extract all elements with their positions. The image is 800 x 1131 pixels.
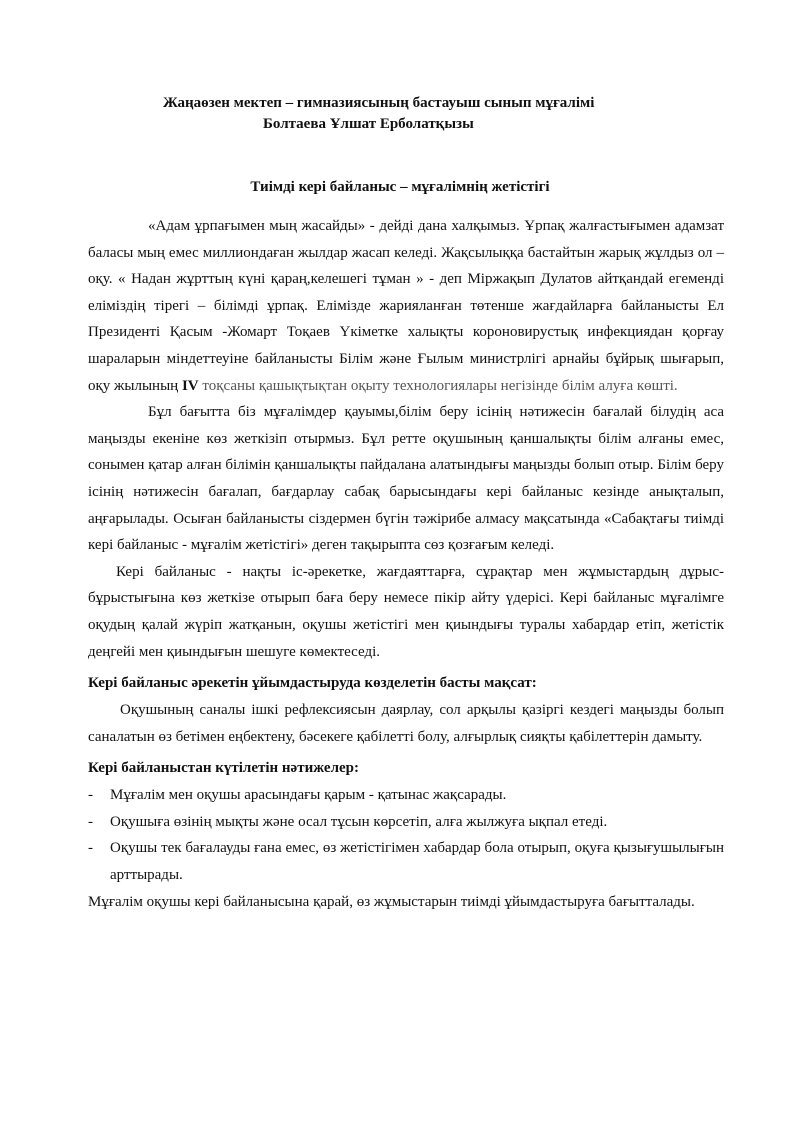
list-dash: - <box>88 813 93 830</box>
results-list <box>88 782 724 888</box>
list-item <box>88 835 724 888</box>
list-item-text: Оқушыға өзінің мықты және осал тұсын көрсетіп, алға жылжуға ықпал етеді. <box>110 813 608 830</box>
document-body <box>88 213 724 915</box>
paragraph-goal: Оқушының саналы ішкі рефлексиясын даярлау, сол арқылы қазіргі кездегі маңызды болып саналатын өз бетімен еңбектену, бәсекеге қабілетті болу, алғырлық сияқты қабілеттерін дамыту. <box>88 702 724 745</box>
list-item-text: Мұғалім мен оқушы арасындағы қарым - қатынас жақсарады. <box>110 787 507 804</box>
author-name: Болтаева Ұлшат Ерболатқызы <box>263 116 474 132</box>
list-dash: - <box>88 787 93 804</box>
heading-results: Кері байланыстан күтілетін нәтижелер: <box>88 760 359 777</box>
paragraph-intro <box>88 213 724 399</box>
quarter-numeral: IV <box>181 377 199 394</box>
list-dash: - <box>88 840 93 857</box>
paragraph-intro-tail: тоқсаны қашықтықтан оқыту технологиялары негізінде білім алуға көшті. <box>198 377 678 394</box>
paragraph-intro-main: «Адам ұрпағымен мың жасайды» - дейді дана халқымыз. Ұрпақ жалғастығымен адамзат баласы мың емес миллиондаған жылдар жасап келеді. Жақсылыққа бастайтын жарық жұлдыз ол – оқу. « Надан жұрттың күні қараң,келешегі тұман » - деп Міржақып Дулатов айтқандай егеменді еліміздің тірегі – білімді ұрпақ. Елімізде жарияланған төтенше жағдайларға байланысты Ел Президенті Қасым -Жомарт Тоқаев Үкіметке халықты короновирустық инфекциядан қорғау шараларын міндеттеуіне байланысты Білім және Ғылым министрлігі арнайы бұйрық шығарып, оқу жылының <box>88 218 724 394</box>
document-title: Тиімді кері байланыс – мұғалімнің жетістігі <box>250 179 550 195</box>
list-item <box>88 809 724 836</box>
paragraph-conclusion: Мұғалім оқушы кері байланысына қарай, өз жұмыстарын тиімді ұйымдастыруға бағытталады. <box>88 893 695 910</box>
author-affiliation: Жаңаөзен мектеп – гимназиясының бастауыш сынып мұғалімі <box>163 95 595 111</box>
heading-goal: Кері байланыс әрекетін ұйымдастыруда көзделетін басты мақсат: <box>88 675 537 692</box>
paragraph-assessment: Бұл бағытта біз мұғалімдер қауымы,білім беру ісінің нәтижесін бағалай білудің аса маңызды екеніне көз жеткізіп отырмыз. Бұл ретте оқушының қаншалықты білім алғаны емес, сонымен қатар алған білімін қаншалықты пайдалана алатындығы маңызды болып отыр. Білім беру ісінің нәтижесін бағалап, бағдарлау сабақ барысындағы кері байланыс кезінде анықталып, аңғарылады. Осыған байланысты сіздермен бүгін тәжірибе алмасу мақсатында «Сабақтағы тиімді кері байланыс - мұғалім жетістігі» деген тақырыпта сөз қозғағым келеді. <box>88 404 724 554</box>
paragraph-feedback-definition: Кері байланыс - нақты іс-әрекетке, жағдаяттарға, сұрақтар мен жұмыстардың дұрыс-бұрыстығына көз жеткізе отырып баға беру немесе пікір айту үдерісі. Кері байланыс мұғалімге оқудың қалай жүріп жатқанын, оқушы жетістігі мен қиындығы туралы хабардар етіп, жетістік деңгейі мен қиындығын шешуге көмектеседі. <box>88 563 724 660</box>
list-item-text: Оқушы тек бағалауды ғана емес, өз жетістігімен хабардар бола отырып, оқуға қызығушылығын арттырады. <box>110 840 724 884</box>
list-item <box>88 782 724 809</box>
author-header <box>0 93 800 135</box>
